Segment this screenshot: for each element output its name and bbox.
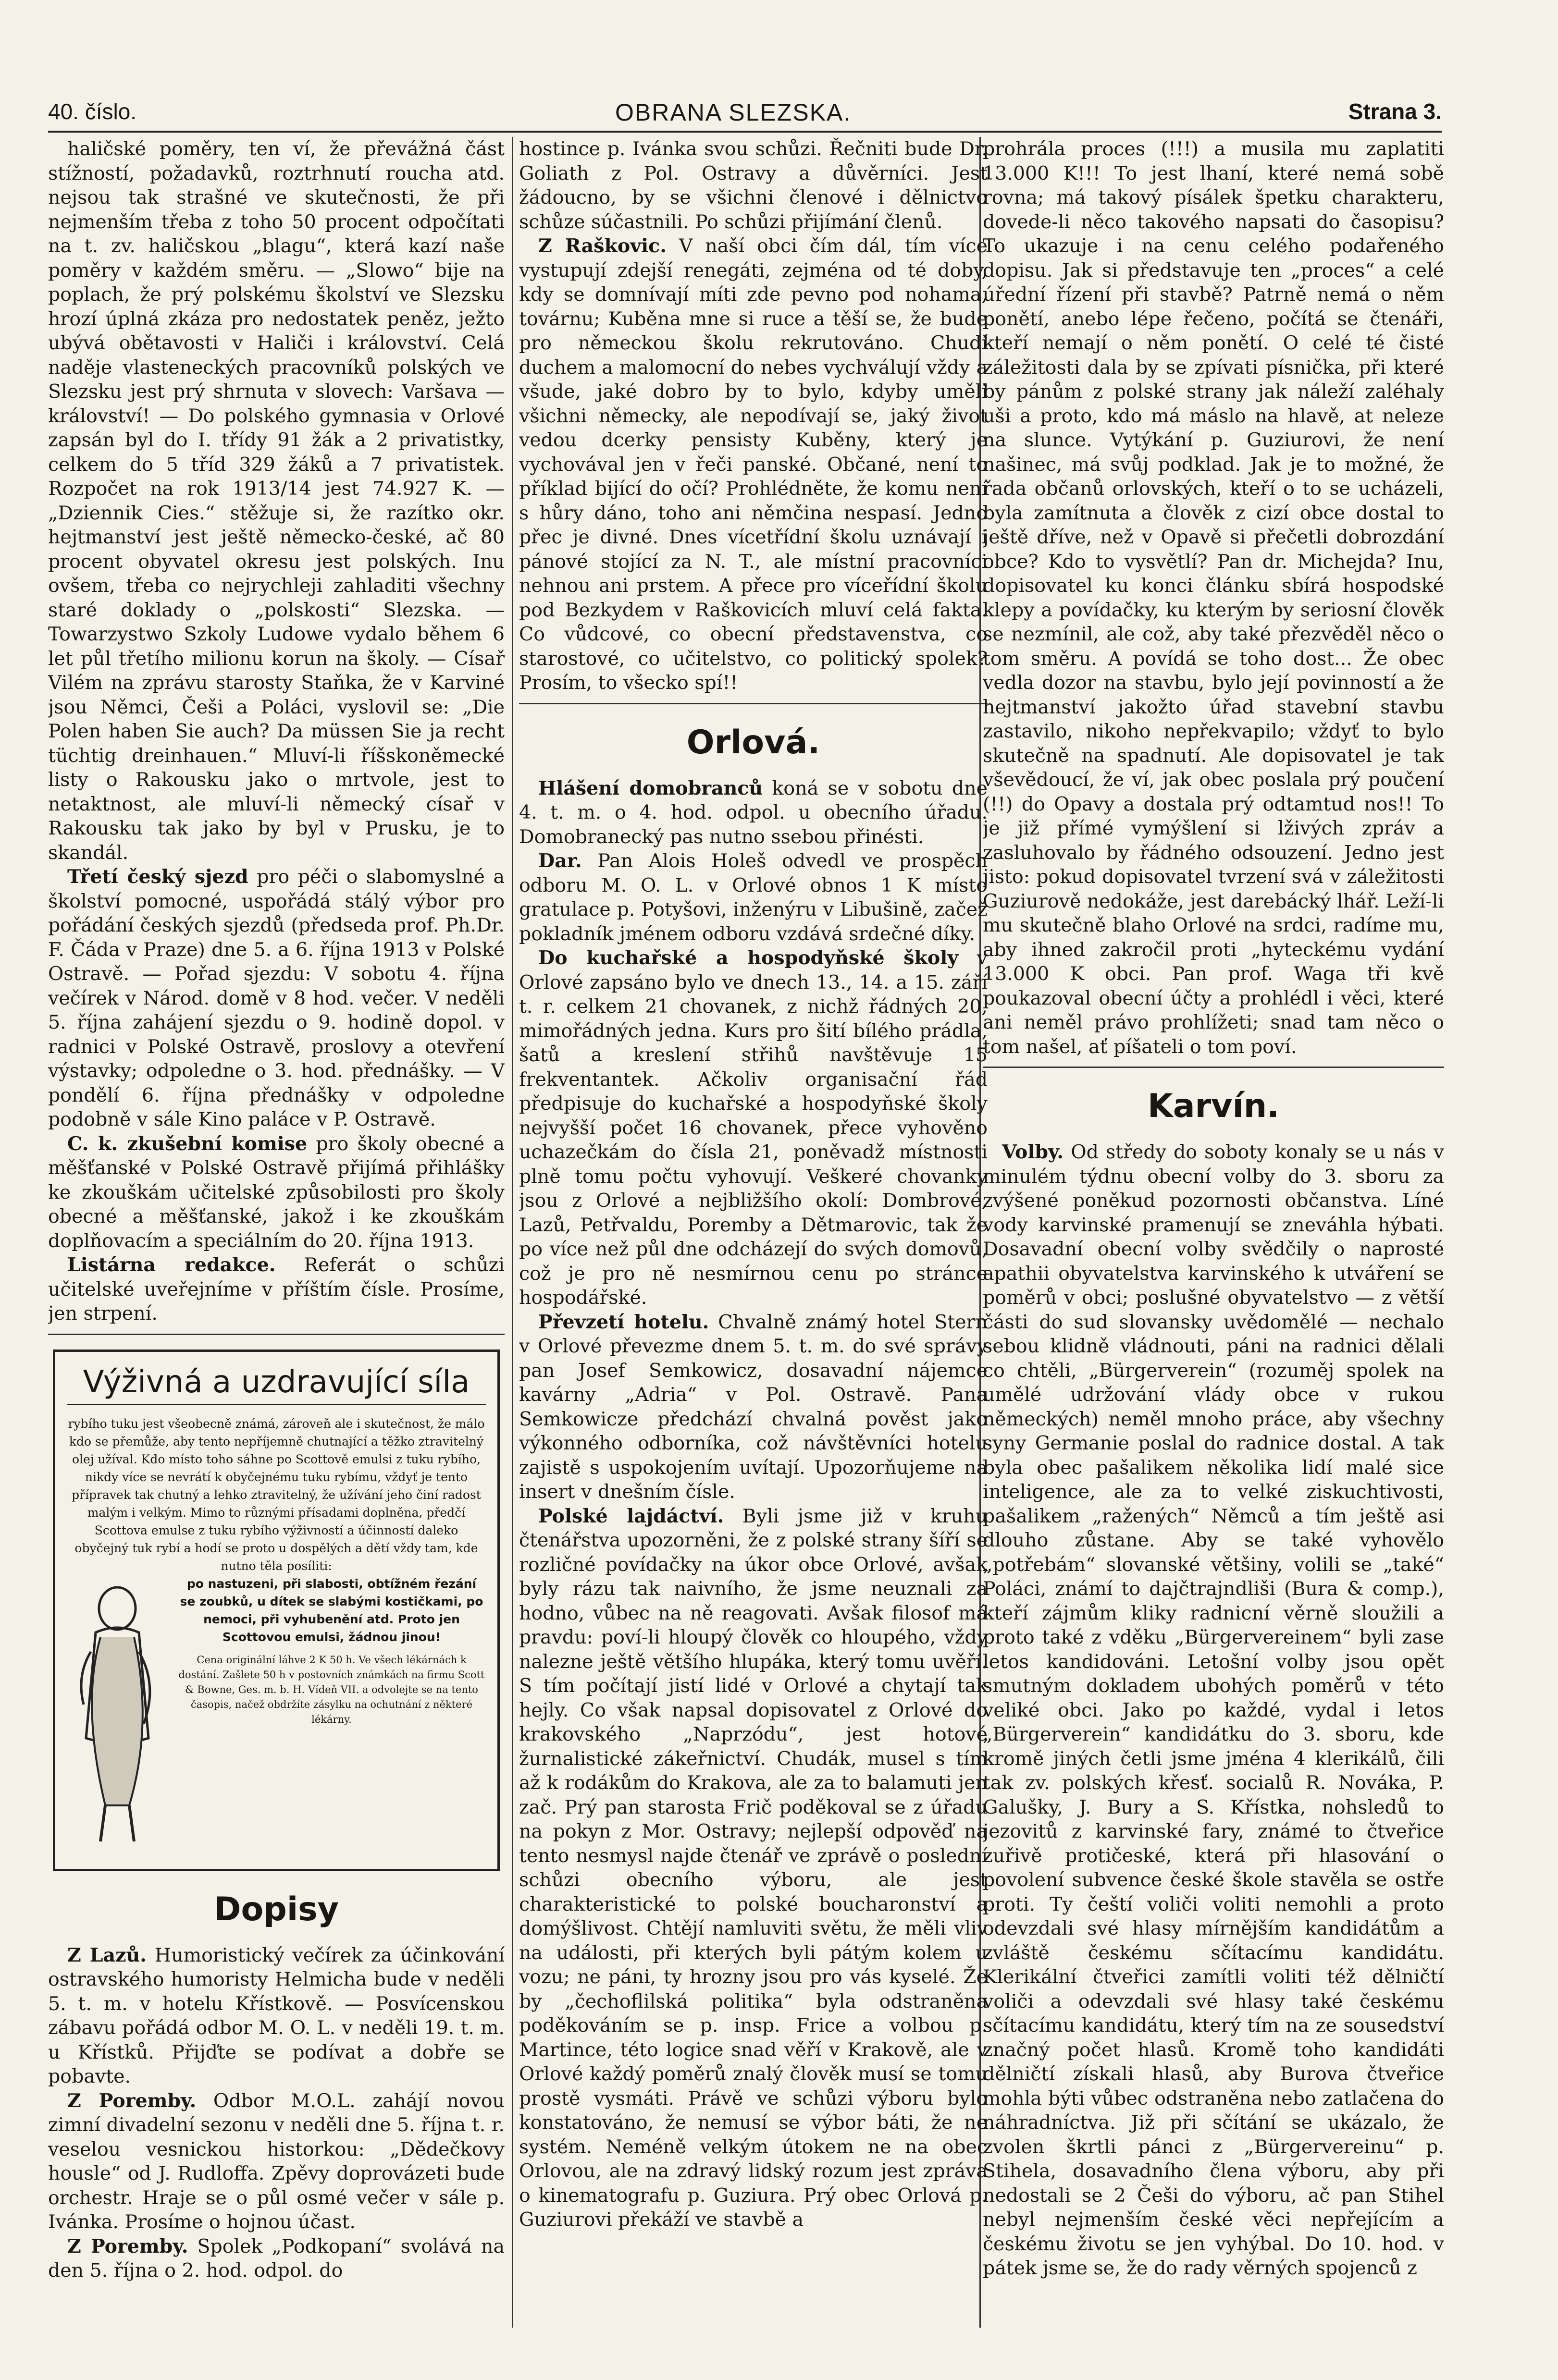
article-exam-body: pro školy obecné a měšťanské v Polské Ostravě přijímá přihlášky ke zkouškám učitelské způsobilosti pro školy obecné a měšťanské, jakož i ke zkouškám doplňovacím a speciálním do 20. října 1913. xyxy=(48,1132,505,1252)
fisherman-with-fish-illustration xyxy=(67,1580,168,1849)
article-mailbox-lead: Listárna redakce. xyxy=(67,1254,276,1276)
section-title-dopisy: Dopisy xyxy=(214,1890,339,1928)
article-galician-matters: haličské poměry, ten ví, že převážná část stížností, požadavků, roztrhnutí roucha atd. nejsou tak strašné ve skutečnosti, že při nejmenším třeba z toho 50 procent odpočítati na t. zv. haličskou „blagu“, která kazí naše poměry v každém směru. — „Slowo“ bije na poplach, že prý polskému školství ve Slezsku hrozí úplná zkáza pro nedostatek peněz, ježto ubývá obětavosti v Haliči i království. Celá naděje vlasteneckých pracovníků polských ve Slezsku jest prý shrnuta v slovech: Varšava — království! — Do polského gymnasia v Orlové zapsán byl do I. třídy 91 žák a 2 privatistky, celkem do 5 tříd 329 žáků a 7 privatistek. Rozpočet na rok 1913/14 jest 74.927 K. — „Dziennik Cies.“ stěžuje si, že razítko okr. hejtmanství jest ještě německo-české, ač 80 procent obyvatel okresu jest polských. Inu ovšem, třeba co nejrychleji zahladiti všechny staré doklady o „polskosti“ Slezska. — Towarzystwo Szkoly Ludowe vydalo během 6 let půl třetího milionu korun na školy. — Císař Vilém na zprávu starosty Staňka, že v Karviné jsou Němci, Češi a Poláci, vyslovil se: „Die Polen haben Sie auch? Da müssen Sie ja recht tüchtig dreinhauen.“ Mluví-li říšskoněmecké listy o Rakousku jako o mrtvole, jest to netaktnost, ale mluví-li německý císař v Rakousku tak jako by byl v Prusku, je to skandál. xyxy=(48,138,505,864)
letter-lazy xyxy=(48,1943,505,2089)
orlova-item-5-body: Byli jsme již v kruhu čtenářstva upozorněni, že z polské strany šíří se rozličné povídačky na úkor obce Orlové, avšak byly rázu tak naivního, že jsme neuznali za hodno, vůbec na ně reagovati. Avšak filosof má pravdu: poví-li hloupý člověk co hloupého, vždy nalezne ještě většího hlupáka, který tomu uvěří. S tím počítají jistí lidé v Orlové a chytají tak hejly. Co však napsal dopisovatel z Orlové do krakovského „Naprzódu“, jest hotové žurnalistické zákeřnictví. Chudák, musel s tím až k rodákům do Krakova, ale za to balamuti jen zač. Prý pan starosta Frič poděkoval se z úřadu na pokyn z Mor. Ostravy; nejlepší odpověď na tento nesmysl najde čtenář ve zprávě o poslední schůzi obecního výboru, ale jest charakteristické to polské boucharonství a domýšlivost. Chtějí namluviti světu, že měli vliv na události, při kterých byli pátým kolem u vozu; ne páni, ty hrozny jsou pro vás kyselé. Že by „čechoflilská politika“ byla odstraněna poděkováním se p. insp. Frice a volbou p. Martince, této logice snad věří v Krakově, ale v Orlové každý poměrů znalý člověk musí se tomu prostě vysmáti. Právě ve schůzi výboru bylo konstatováno, že nemusí se výbor báti, že ne systém. Neméně velkým útokem ne na obec Orlovou, ale na zdravý lidský rozum jest zpráva o kinematografu p. Guziura. Prý obec Orlová p. Guziurovi překáží ve stavbě a xyxy=(519,1505,988,2231)
orlova-item-4-lead: Převzetí hotelu. xyxy=(538,1311,709,1333)
column-divider-1 xyxy=(512,137,513,2328)
letter-poremba-1-body: Odbor M.O.L. zahájí novou zimní divadelní sezonu v neděli dne 5. října t. r. veselou vesnickou historkou: „Dědečkovy housle“ od J. Rudloffa. Zpěvy doprovázeti bude orchestr. Hraje se o půl osmé večer v sále p. Ivánka. Prosíme o hojnou účast. xyxy=(48,2089,505,2233)
article-continuation: hostince p. Ivánka svou schůzi. Řečniti bude Dr. Goliath z Pol. Ostravy a důvěrníci. Jest žádoucno, by se všichni členové i dělnictvo schůze súčastnili. Po schůzi přijímání členů. xyxy=(519,138,988,233)
header-rule xyxy=(48,131,1442,133)
article-raskovice xyxy=(519,234,988,695)
article-exam-lead: C. k. zkušební komise xyxy=(67,1132,308,1155)
letter-poremba-1 xyxy=(48,2089,505,2234)
article-raskovice-lead: Z Raškovic. xyxy=(538,235,667,257)
section-rule xyxy=(48,1334,505,1335)
letter-lazy-lead: Z Lazů. xyxy=(67,1944,147,1966)
article-raskovice-body: V naší obci čím dál, tím více vystupují zdejší renegáti, zejména od té doby, kdy se domnívají míti zde pevno pod nohama, továrnu; Kuběna mne si ruce a těší se, že bude pro německou školu rekrutováno. Chudí duchem a malomocní do nebes vychválují vždy a všude, jaké dobro by to bylo, kdyby uměli všichni německy, ale nepodívají se, jaký život vedou dcerky pensisty Kuběny, který je vychovával jen v řeči panské. Občané, není to příklad bijící do očí? Prohlédněte, že komu není s hůry dáno, toho ani němčina nespasí. Jedno přec je divné. Dnes vícetřídní školu uznávají i pánové stojící za N. T., ale místní pracovníci nehnou ani prstem. A přece pro víceřídní školu pod Bezkydem v Raškovicích mluví celá fakta. Co vůdcové, co obecní představenstva, co starostové, co učitelstvo, co politický spolek? Prosím, to všecko spí!! xyxy=(519,235,988,694)
article-mailbox-body: Referát o schůzi učitelské uveřejníme v příštím čísle. Prosíme, jen strpení. xyxy=(48,1254,505,1325)
orlova-item-4 xyxy=(519,1310,988,1504)
ad-body-text: rybího tuku jest všeobecně známá, zároveň ale i skutečnost, že málo kdo se přemůže, aby tento nepříjemně chutnající a těžko ztravitelný olej užíval. Kdo místo toho sáhne po Scottově emulsi z tuku rybího, nikdy více se nevrátí k obyčejnému tuku rybímu, vždyť je tento přípravek tak chutný a lehko ztravitelný, že užívání jeho činí radost malým i velkým. Mimo to různými přísadami doplněna, předčí Scottova emulse z tuku rybího výživností a účinností daleko obyčejný tuk rybí a hodí se proto u dospělých a dětí vždy tam, kde nutno těla posíliti: xyxy=(68,1416,485,1573)
orlova-item-3 xyxy=(519,946,988,1310)
ad-title: Výživná a uzdravující síla xyxy=(67,1361,486,1405)
letter-lazy-body: Humoristický večírek za účinkování ostravského humoristy Helmicha bude v neděli 5. t. m. v hotelu Křístkově. — Posvícenskou zábavu pořádá odbor M. O. L. v neděli 19. t. m. u Křístků. Přijďte se podívat a dobře se pobavte. xyxy=(48,1944,505,2087)
ad-price-text: Cena originální láhve 2 K 50 h. Ve všech lékárnách k dostání. Zašlete 50 h v postovních známkách na firmu Scott & Bowne, Ges. m. b. H. Vídeň VII. a odvolejte se na tento časopis, načež obdržíte zásylku na ochutnání z některé lékárny. xyxy=(178,1654,485,1725)
newspaper-title: OBRANA SLEZSKA. xyxy=(615,99,852,126)
orlova-item-1-body: koná se v sobotu dne 4. t. m. o 4. hod. odpol. u obecního úřadu. Domobranecký pas nutno ssebou přinésti. xyxy=(519,777,988,848)
article-congress-body: pro péči o slabomyslné a školství pomocné, uspořádá stálý výbor pro pořádání českých sjezdů (předseda prof. Ph.Dr. F. Čáda v Praze) dne 5. a 6. října 1913 v Polské Ostravě. — Pořad sjezdu: V sobotu 4. října večírek v Národ. domě v 8 hod. večer. V neděli 5. října zahájení sjezdu o 9. hodině dopol. v radnici v Polské Ostravě, proslovy a otevření výstavky; odpoledne o 3. hod. přednášky. — V pondělí 6. října přednášky v odpoledne podobně v sále Kino paláce v P. Ostravě. xyxy=(48,866,505,1130)
article-congress-lead: Třetí český sjezd xyxy=(67,866,248,888)
scott-emulsion-advertisement xyxy=(53,1349,500,1871)
column-2 xyxy=(519,137,988,2347)
column-1 xyxy=(48,137,505,2347)
karvin-elections-lead: Volby. xyxy=(1002,1141,1064,1163)
orlova-item-5-lead: Polské lajdáctví. xyxy=(538,1505,724,1527)
letter-poremba-2-lead: Z Poremby. xyxy=(67,2235,188,2257)
article-editorial-mailbox xyxy=(48,1253,505,1326)
ad-bold-text: po nastuzeni, při slabosti, obtížném řezání se zoubků, u dítek se slabými kostičkami, po nemoci, při vyhubenění atd. Proto jen Scottovou emulsi, žádnou jinou! xyxy=(180,1576,483,1644)
column-3 xyxy=(983,137,1444,2347)
letter-poremba-2-body: Spolek „Podkopaní“ svolává na den 5. října o 2. hod. odpol. do xyxy=(48,2235,505,2282)
page-number: Strana 3. xyxy=(1348,99,1442,124)
issue-number: 40. číslo. xyxy=(48,99,137,124)
orlova-item-2-lead: Dar. xyxy=(538,850,582,872)
article-congress xyxy=(48,865,505,1132)
article-continuation-guziur: prohrála proces (!!!) a musila mu zaplatiti 13.000 K!!! To jest lhaní, které nemá sobě rovna; má takový písálek špetku charakteru, dovede-li něco takového napsati do časopisu? To ukazuje i na cenu celého podařeného dopisu. Jak si představuje ten „proces“ a celé úřední řízení při stavbě? Patrně nemá o něm ponětí, anebo lépe řečeno, počítá se čtenáři, kteří nemají o něm ponětí. O celé té čisté záležitosti dala by se zpívati písnička, při které by pánům z polské strany jak náleží zaléhaly uši a proto, kdo má máslo na hlavě, at neleze na slunce. Vytýkání p. Guziurovi, že není našinec, má svůj podklad. Jak je to možné, že řada občanů orlovských, kteří o to se ucházeli, byla zamítnuta a člověk z cizí obce dostal to ještě dříve, než v Opavě si přečetli dobrozdání obce? Kdo to vysvětlí? Pan dr. Michejda? Inu, dopisovatel ku konci článku sbírá hospodské klepy a povídačky, ku kterým by seriosní člověk se nezmínil, ale což, aby také přezvěděl něco o tom směru. A povídá se toho dost... Že obec vedla dozor na stavbu, bylo její povinností a že hejtmanství jakožto úřad stavební stavbu zastavilo, nikoho nepřekvapilo; vždyť to bylo skutečně na spadnutí. Ale dopisovatel je tak vševědoucí, že ví, jak obec poslala prý poučení (!!) do Opavy a dostala prý odtamtud nos!! To je již přímé vymýšlení si lživých zpráv a zasluhovalo by řádného odsouzení. Jedno jest jisto: pokud dopisovatel tvrzení svá v záležitosti Guziurově nedokáže, jest darebácký lhář. Leží-li mu skutečně blaho Orlové na srdci, radíme mu, aby ihned zakročil proti „hyteckému vydání 13.000 K obci. Pan prof. Waga tři kvě poukazoval obecní účty a prohlédl i věci, které ani neměl právo prohlížeti; snad tam něco o tom našel, ať píšateli o tom poví. xyxy=(983,138,1444,1058)
orlova-item-3-body: v Orlové zapsáno bylo ve dnech 13., 14. a 15. září t. r. celkem 21 chovanek, z nichž řádných 20, mimořádných jedna. Kurs pro šití bílého prádla, šatů a kreslení střihů navštěvuje 15 frekventantek. Ačkoliv organisační řád předpisuje do kuchařské a hospodyňské školy nejvyšší počet 16 chovanek, přece vyhověno uchazečkám do čísla 21, poněvadž místnosti plně tomu počtu vyhovují. Veškeré chovanky jsou z Orlové a nejbližšího okolí: Dombrové, Lazů, Petřvaldu, Poremby a Dětmarovic, tak že po více než půl dne odcházejí do svých domovů, což je pro ně nesmírnou cenu po stránce hospodářské. xyxy=(519,947,988,1309)
section-rule xyxy=(983,1067,1444,1068)
letter-poremba-2 xyxy=(48,2234,505,2283)
letter-poremba-1-lead: Z Poremby. xyxy=(67,2089,197,2112)
orlova-item-2 xyxy=(519,849,988,946)
orlova-item-4-body: Chvalně známý hotel Stern v Orlové převezme dnem 5. t. m. do své správy pan Josef Semkowicz, dosavadní nájemce kavárny „Adria“ v Pol. Ostravě. Pana Semkowicze předchází chvalná pověst jako výkonného odborníka, což návštěvníci hotelu zajistě s uspokojením uvítají. Upozorňujeme na insert v dnešním čísle. xyxy=(519,1311,988,1503)
orlova-item-1-lead: Hlášení domobranců xyxy=(538,777,763,799)
orlova-item-5 xyxy=(519,1504,988,2232)
karvin-elections-body: Od středy do soboty konaly se u nás v minulém týdnu obecní volby do 3. sboru za zvýšené poněkud pozornosti občanstva. Líné vody karvinské pramenují se zneváhla hýbati. Dosavadní obecní volby svědčily o naprosté apathii obyvatelstva karvinského k utváření se poměrů v obci; poslušné obyvatelstvo — z větší části do sud slovansky uvědomělé — nechalo sebou klidně vládnouti, páni na radnici dělali co chtěli, „Bürgerverein“ (rozuměj spolek na umělé udržování vlády obce v rukou německých) neměl mnoho práce, aby všechny syny Germanie poslal do radnice dostal. A tak byla obec pašalikem několika lidí malé sice inteligence, ale za to velké ziskuchtivosti, pašalikem „ražených“ Němců a tím ještě asi dlouho zůstane. Aby se také vyhovělo „potřebám“ slovanské většiny, volili se „také“ Poláci, známí to dajčtrajndliši (Bura & comp.), kteří zájmům kliky radnicní věrně sloužili a proto také z vděku „Bürgervereinem“ byli zase letos kandidováni. Letošní volby jsou opět smutným dokladem ubohých poměrů v této veliké obci. Jako po každé, vydal i letos „Bürgerverein“ kandidátku do 3. sboru, kde kromě jiných četli jsme jména 4 klerikálů, čili tak zv. polských křesť. socialů R. Nováka, P. Galušky, J. Bury a S. Křístka, nohsledů to jezovitů z karvinské fary, známé to čtveřice zuřivě protičeské, která při hlasování o povolení subvence české škole stavěla se ostře proti. Ty čeští voliči voliti nemohli a proto odevzdali své hlasy mírnějším kandidátům a zvláště českému sčítacímu kandidátu. Klerikální čtveřici zamítli voliti též dělničtí voliči a odevzdali své hlasy také českému sčítacímu kandidátu, který tím na ze sousedství značný počet hlasů. Kromě toho kandidáti dělničtí získali hlasů, aby Burova čtveřice mohla býti vůbec odstraněna nebo zatlačena do náhradníctva. Již při sčítání se ukázalo, že zvolen škrtli pánci z „Bürgervereinu“ p. Stihela, dosavadního člena výboru, aby při nedostali se 2 Češi do výboru, ač pan Stihel nebyl nejmenším české věci nepřejícím a českému životu se jen vyhýbal. Do 10. hod. v pátek jsme se, že do rady věrných spojenců z xyxy=(983,1141,1444,2279)
orlova-item-3-lead: Do kuchařské a hospodyňské školy xyxy=(538,947,959,969)
section-rule xyxy=(519,703,988,704)
orlova-item-2-body: Pan Alois Holeš odvedl ve prospěch odboru M. O. L. v Orlové obnos 1 K místo gratulace p. Potyšovi, inženýru v Libušině, začež pokladník jménem odboru vzdává srdečné díky. xyxy=(519,850,988,945)
orlova-item-1 xyxy=(519,776,988,849)
section-title-karvin: Karvín. xyxy=(1148,1087,1279,1125)
karvin-elections xyxy=(983,1140,1444,2281)
section-title-orlova: Orlová. xyxy=(686,723,820,761)
article-exam-commission xyxy=(48,1132,505,1253)
